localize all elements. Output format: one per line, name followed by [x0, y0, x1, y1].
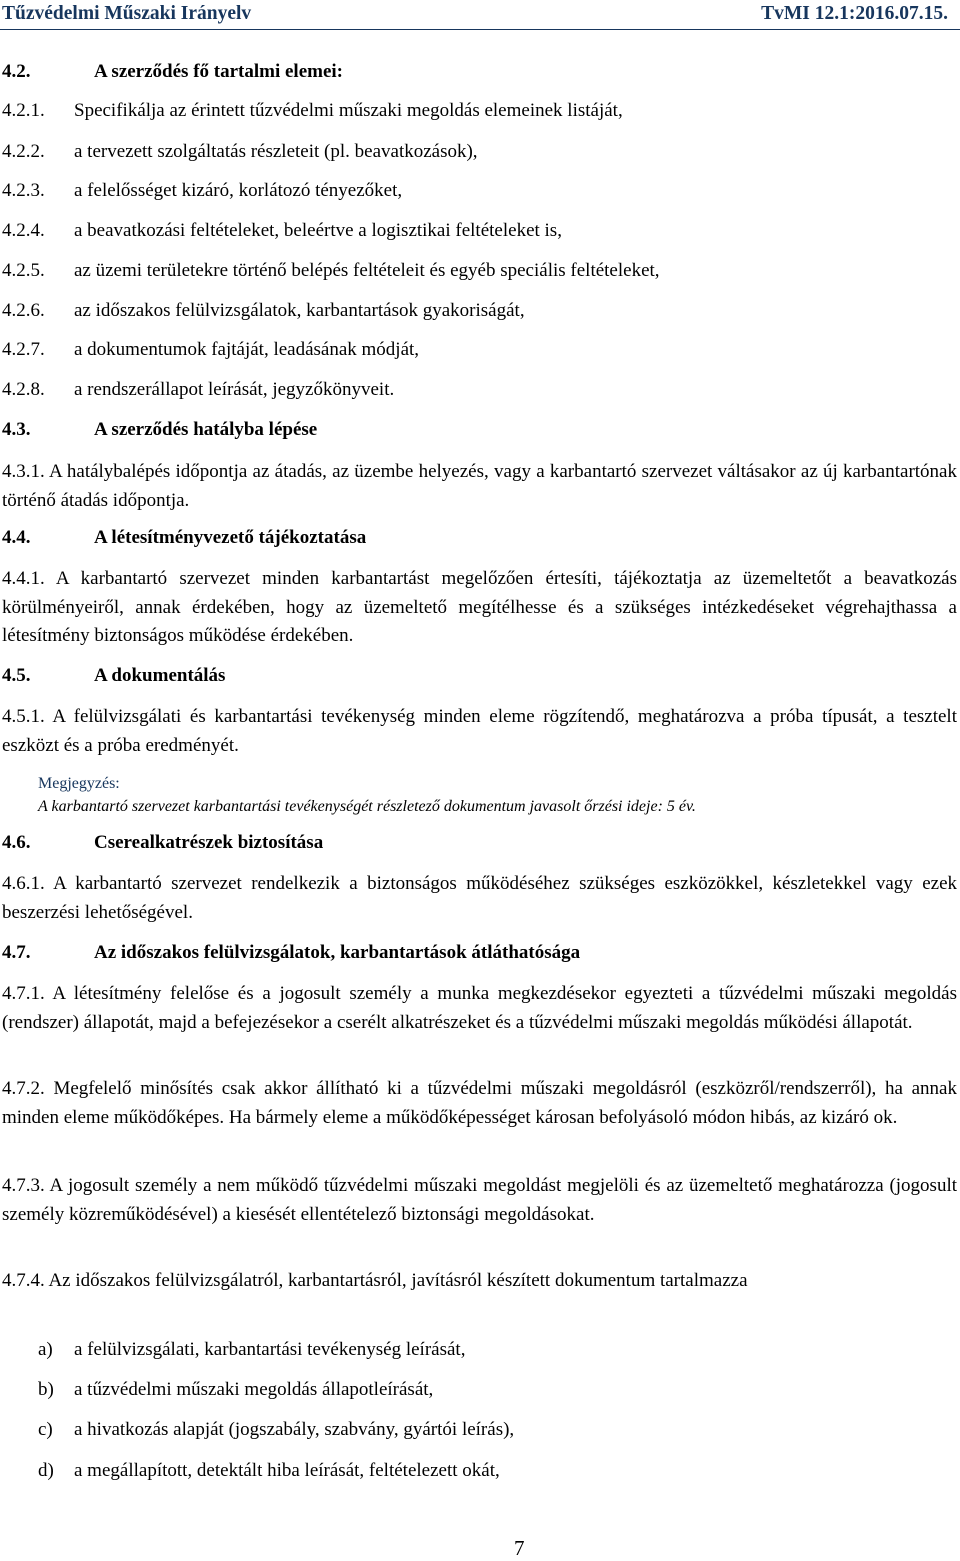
section-title: A dokumentálás	[94, 665, 226, 686]
item-text: a dokumentumok fajtáját, leadásának módját,	[74, 339, 420, 360]
section-number: 4.3.	[2, 419, 31, 440]
header-code: TvMI 12.1:2016.07.15.	[761, 3, 948, 24]
list-label: b)	[38, 1379, 54, 1400]
list-label: a)	[38, 1339, 53, 1360]
item-number: 4.2.8.	[2, 379, 45, 400]
item-text: a tervezett szolgáltatás részleteit (pl. beavatkozások),	[74, 141, 478, 162]
item-text: az üzemi területekre történő belépés feltételeit és egyéb speciális feltételeket,	[74, 260, 660, 281]
header-title: Tűzvédelmi Műszaki Irányelv	[2, 3, 252, 24]
item-text: a felelősséget kizáró, korlátozó tényezőket,	[74, 180, 403, 201]
section-number: 4.4.	[2, 527, 31, 548]
paragraph-4-5-1: 4.5.1. A felülvizsgálati és karbantartási tevékenység minden eleme rögzítendő, meghatározva a próba típusát, a tesztelt eszközt és a próba eredményét.	[2, 706, 957, 756]
page-number: 7	[514, 1536, 525, 1560]
section-number: 4.7.	[2, 942, 31, 963]
section-number: 4.6.	[2, 832, 31, 853]
item-number: 4.2.3.	[2, 180, 45, 201]
section-title: A szerződés fő tartalmi elemei:	[94, 61, 344, 82]
item-text: a rendszerállapot leírását, jegyzőkönyveit.	[74, 379, 395, 400]
section-number: 4.2.	[2, 61, 31, 82]
item-text: az időszakos felülvizsgálatok, karbantartások gyakoriságát,	[74, 300, 525, 321]
paragraph-4-7-2: 4.7.2. Megfelelő minősítés csak akkor állítható ki a tűzvédelmi műszaki megoldásról (eszközről/rendszerről), ha annak minden eleme működőképes. Ha bármely eleme a működőképességet károsan befolyásoló módon hibás, az kizáró ok.	[2, 1078, 957, 1128]
header-rule	[0, 29, 960, 30]
item-number: 4.2.7.	[2, 339, 45, 360]
paragraph-4-7-3: 4.7.3. A jogosult személy a nem működő tűzvédelmi műszaki megoldást megjelöli és az üzemeltető meghatározza (jogosult személy közreműködésével) a kiesését ellentételező biztonsági megoldásokat.	[2, 1175, 957, 1225]
item-number: 4.2.1.	[2, 100, 45, 121]
paragraph-4-6-1: 4.6.1. A karbantartó szervezet rendelkezik a biztonságos működéséhez szükséges eszközökkel, készletekkel vagy ezek beszerzési lehetőségével.	[2, 873, 957, 923]
section-title: Cserealkatrészek biztosítása	[94, 832, 324, 853]
item-text: Specifikálja az érintett tűzvédelmi műszaki megoldás elemeinek listáját,	[74, 100, 623, 121]
list-label: d)	[38, 1460, 54, 1481]
item-number: 4.2.6.	[2, 300, 45, 321]
section-title: A létesítményvezető tájékoztatása	[94, 527, 367, 548]
list-text: a megállapított, detektált hiba leírását, feltételezett okát,	[74, 1460, 500, 1481]
item-number: 4.2.5.	[2, 260, 45, 281]
list-text: a hivatkozás alapját (jogszabály, szabvány, gyártói leírás),	[74, 1419, 515, 1440]
item-number: 4.2.4.	[2, 220, 45, 241]
paragraph-4-7-4: 4.7.4. Az időszakos felülvizsgálatról, karbantartásról, javításról készített dokumentum tartalmazza	[2, 1270, 748, 1291]
list-text: a tűzvédelmi műszaki megoldás állapotleírását,	[74, 1379, 434, 1400]
list-text: a felülvizsgálati, karbantartási tevékenység leírását,	[74, 1339, 466, 1360]
note-text: A karbantartó szervezet karbantartási tevékenységét részletező dokumentum javasolt őrzési ideje: 5 év.	[38, 798, 696, 815]
page-header	[0, 2, 960, 30]
paragraph-4-7-1: 4.7.1. A létesítmény felelőse és a jogosult személy a munka megkezdésekor egyezteti a tűzvédelmi műszaki megoldás (rendszer) állapotát, majd a befejezésekor a cserélt alkatrészeket és a tűzvédelmi műszaki megoldás működési állapotát.	[2, 983, 957, 1033]
section-title: Az időszakos felülvizsgálatok, karbantartások átláthatósága	[94, 942, 581, 963]
list-label: c)	[38, 1419, 53, 1440]
note-title: Megjegyzés:	[38, 775, 120, 792]
item-number: 4.2.2.	[2, 141, 45, 162]
paragraph-4-3-1: 4.3.1. A hatálybalépés időpontja az átadás, az üzembe helyezés, vagy a karbantartó szervezet váltásakor az új karbantartónak történő átadás időpontja.	[2, 461, 957, 511]
item-text: a beavatkozási feltételeket, beleértve a logisztikai feltételeket is,	[74, 220, 562, 241]
section-number: 4.5.	[2, 665, 31, 686]
paragraph-4-4-1: 4.4.1. A karbantartó szervezet minden karbantartást megelőzően értesíti, tájékoztatja az üzemeltetőt a beavatkozás körülményeiről, annak érdekében, hogy az üzemeltető megítélhesse és a szükséges intézkedéseket végrehajthassa a létesítmény biztonságos működése érdekében.	[2, 568, 957, 646]
section-title: A szerződés hatályba lépése	[94, 419, 318, 440]
